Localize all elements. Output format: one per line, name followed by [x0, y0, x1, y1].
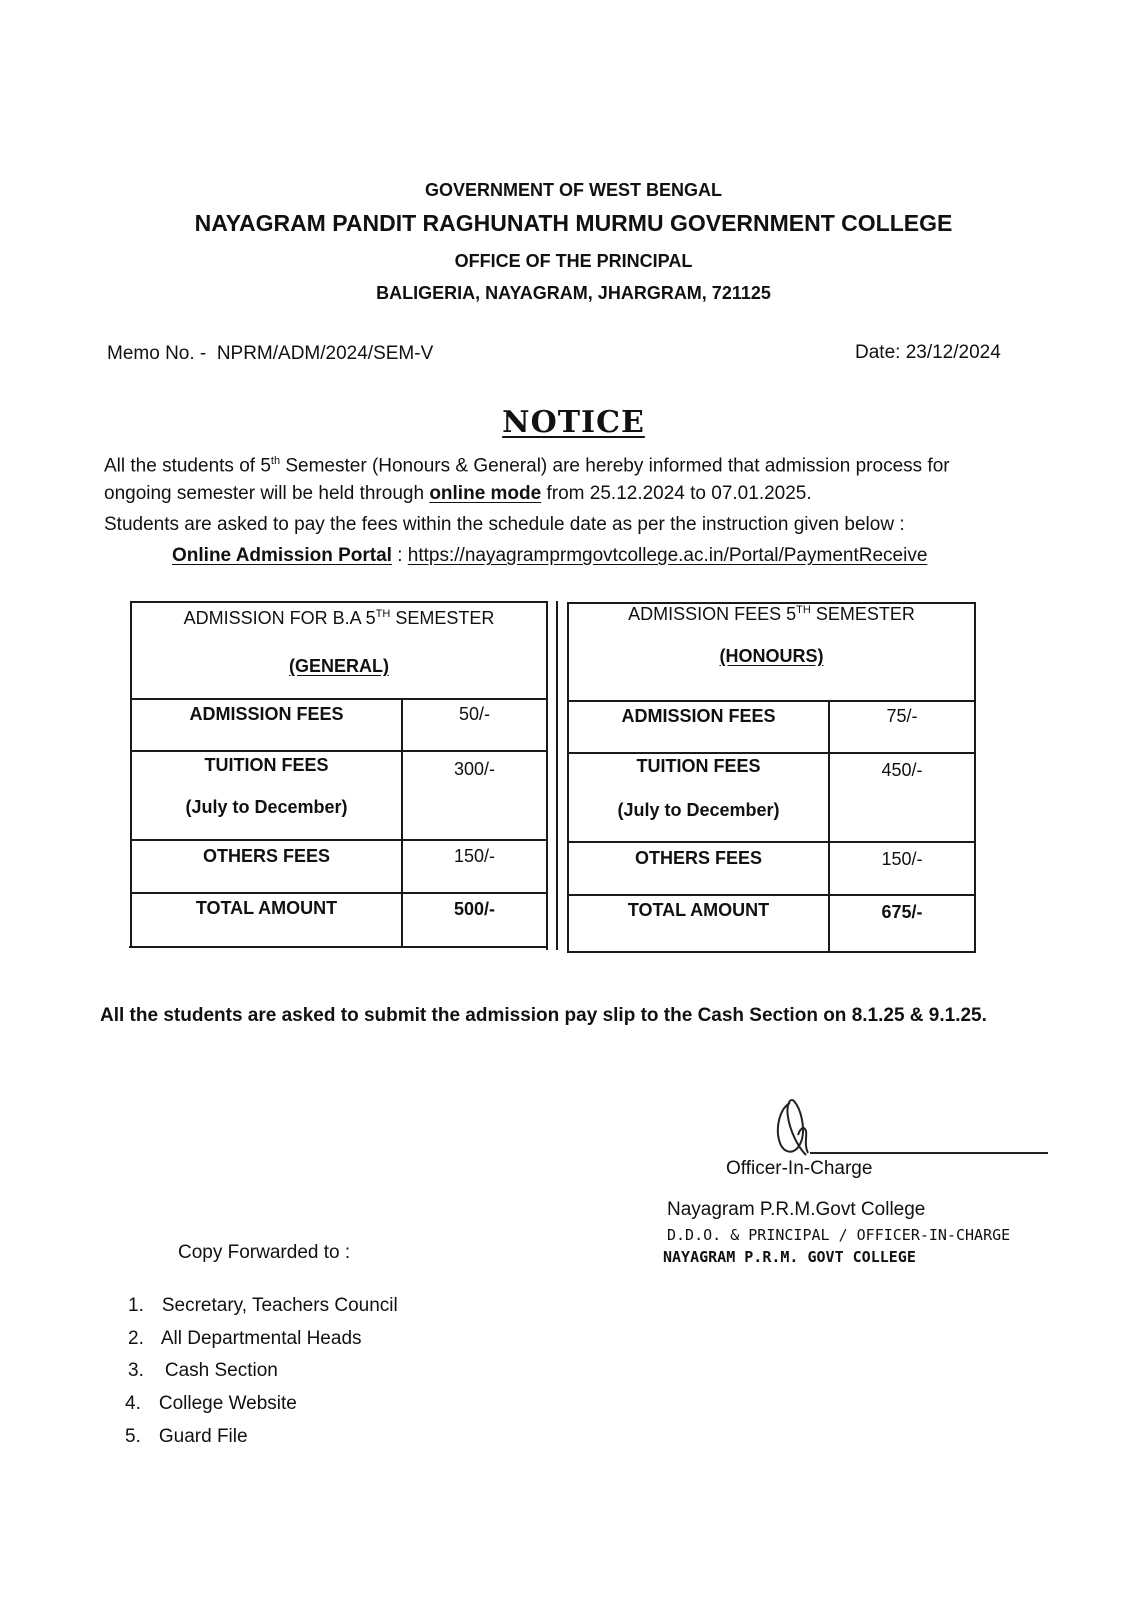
notice-text: ongoing semester will be held through	[104, 483, 430, 504]
memo-number	[107, 343, 433, 365]
online-mode-emphasis: online mode	[429, 483, 542, 504]
notice-text: All the students of 5	[104, 455, 271, 477]
superscript: th	[270, 455, 281, 467]
portal-label: Online Admission Portal	[172, 545, 392, 566]
honours-admission-fees-label: ADMISSION FEES	[621, 706, 776, 726]
memo-value: NPRM/ADM/2024/SEM-V	[216, 343, 434, 364]
general-admission-fees-label: ADMISSION FEES	[189, 704, 344, 724]
list-item: 5. Guard File	[125, 1426, 248, 1447]
notice-heading: NOTICE	[502, 405, 645, 440]
general-total-label: TOTAL AMOUNT	[195, 898, 338, 918]
office-title: OFFICE OF THE PRINCIPAL	[454, 251, 693, 271]
list-item: 3. Cash Section	[128, 1360, 278, 1381]
notice-paragraph-line3: Students are asked to pay the fees within the schedule date as per the instruction given below :	[104, 514, 905, 535]
notice-text: from 25.12.2024 to 07.01.2025.	[541, 483, 812, 504]
honours-others-fees-label: OTHERS FEES	[634, 848, 763, 868]
government-title: GOVERNMENT OF WEST BENGAL	[425, 180, 722, 200]
signatory-college: Nayagram P.R.M.Govt College	[667, 1199, 926, 1220]
list-item: 1. Secretary, Teachers Council	[128, 1295, 398, 1316]
notice-text: Semester (Honours & General) are hereby informed that admission process for	[280, 455, 950, 477]
stamp-line-1: D.D.O. & PRINCIPAL / OFFICER-IN-CHARGE	[667, 1226, 1011, 1244]
general-table-subtitle: (GENERAL)	[289, 656, 389, 676]
notice-paragraph-line1	[104, 446, 950, 481]
signatory-title: Officer-In-Charge	[726, 1158, 873, 1179]
general-others-fees-amount: 150/-	[453, 846, 496, 866]
honours-total-label: TOTAL AMOUNT	[627, 900, 770, 920]
portal-line	[172, 540, 927, 571]
copy-forwarded-label: Copy Forwarded to :	[178, 1242, 351, 1263]
honours-table-title: ADMISSION FEES 5TH SEMESTER	[628, 604, 915, 624]
general-tuition-fees-label: TUITION FEES	[204, 755, 329, 775]
honours-tuition-fees-amount: 450/-	[881, 760, 923, 780]
signature-mark	[768, 1095, 828, 1165]
stamp-line-2: NAYAGRAM P.R.M. GOVT COLLEGE	[663, 1248, 916, 1266]
portal-separator: :	[391, 545, 408, 566]
general-tuition-fees-amount: 300/-	[453, 759, 496, 779]
list-item: 4. College Website	[125, 1393, 297, 1414]
college-address: BALIGERIA, NAYAGRAM, JHARGRAM, 721125	[376, 283, 771, 303]
memo-date: Date: 23/12/2024	[855, 342, 1001, 363]
signature-line	[810, 1152, 1048, 1154]
general-admission-fees-amount: 50/-	[458, 704, 491, 724]
honours-others-fees-amount: 150/-	[881, 849, 923, 869]
general-others-fees-label: OTHERS FEES	[202, 846, 331, 866]
general-tuition-fees-period: (July to December)	[185, 797, 348, 817]
honours-tuition-fees-label: TUITION FEES	[636, 756, 761, 776]
general-table-title: ADMISSION FOR B.A 5TH SEMESTER	[183, 608, 495, 628]
honours-total-amount: 675/-	[881, 902, 923, 922]
submission-instruction: All the students are asked to submit the admission pay slip to the Cash Section on 8.1.25 & 9.1.25.	[100, 1005, 987, 1026]
honours-table-subtitle: (HONOURS)	[719, 646, 824, 666]
honours-admission-fees-amount: 75/-	[886, 706, 918, 726]
list-item: 2. All Departmental Heads	[128, 1328, 362, 1349]
memo-label: Memo No. -	[107, 343, 207, 364]
notice-paragraph-line2	[104, 478, 812, 509]
college-name: NAYAGRAM PANDIT RAGHUNATH MURMU GOVERNMENT COLLEGE	[194, 210, 953, 236]
portal-link[interactable]: https://nayagramprmgovtcollege.ac.in/Portal/PaymentReceive	[407, 545, 928, 566]
general-total-amount: 500/-	[453, 899, 496, 919]
honours-tuition-fees-period: (July to December)	[617, 800, 780, 820]
